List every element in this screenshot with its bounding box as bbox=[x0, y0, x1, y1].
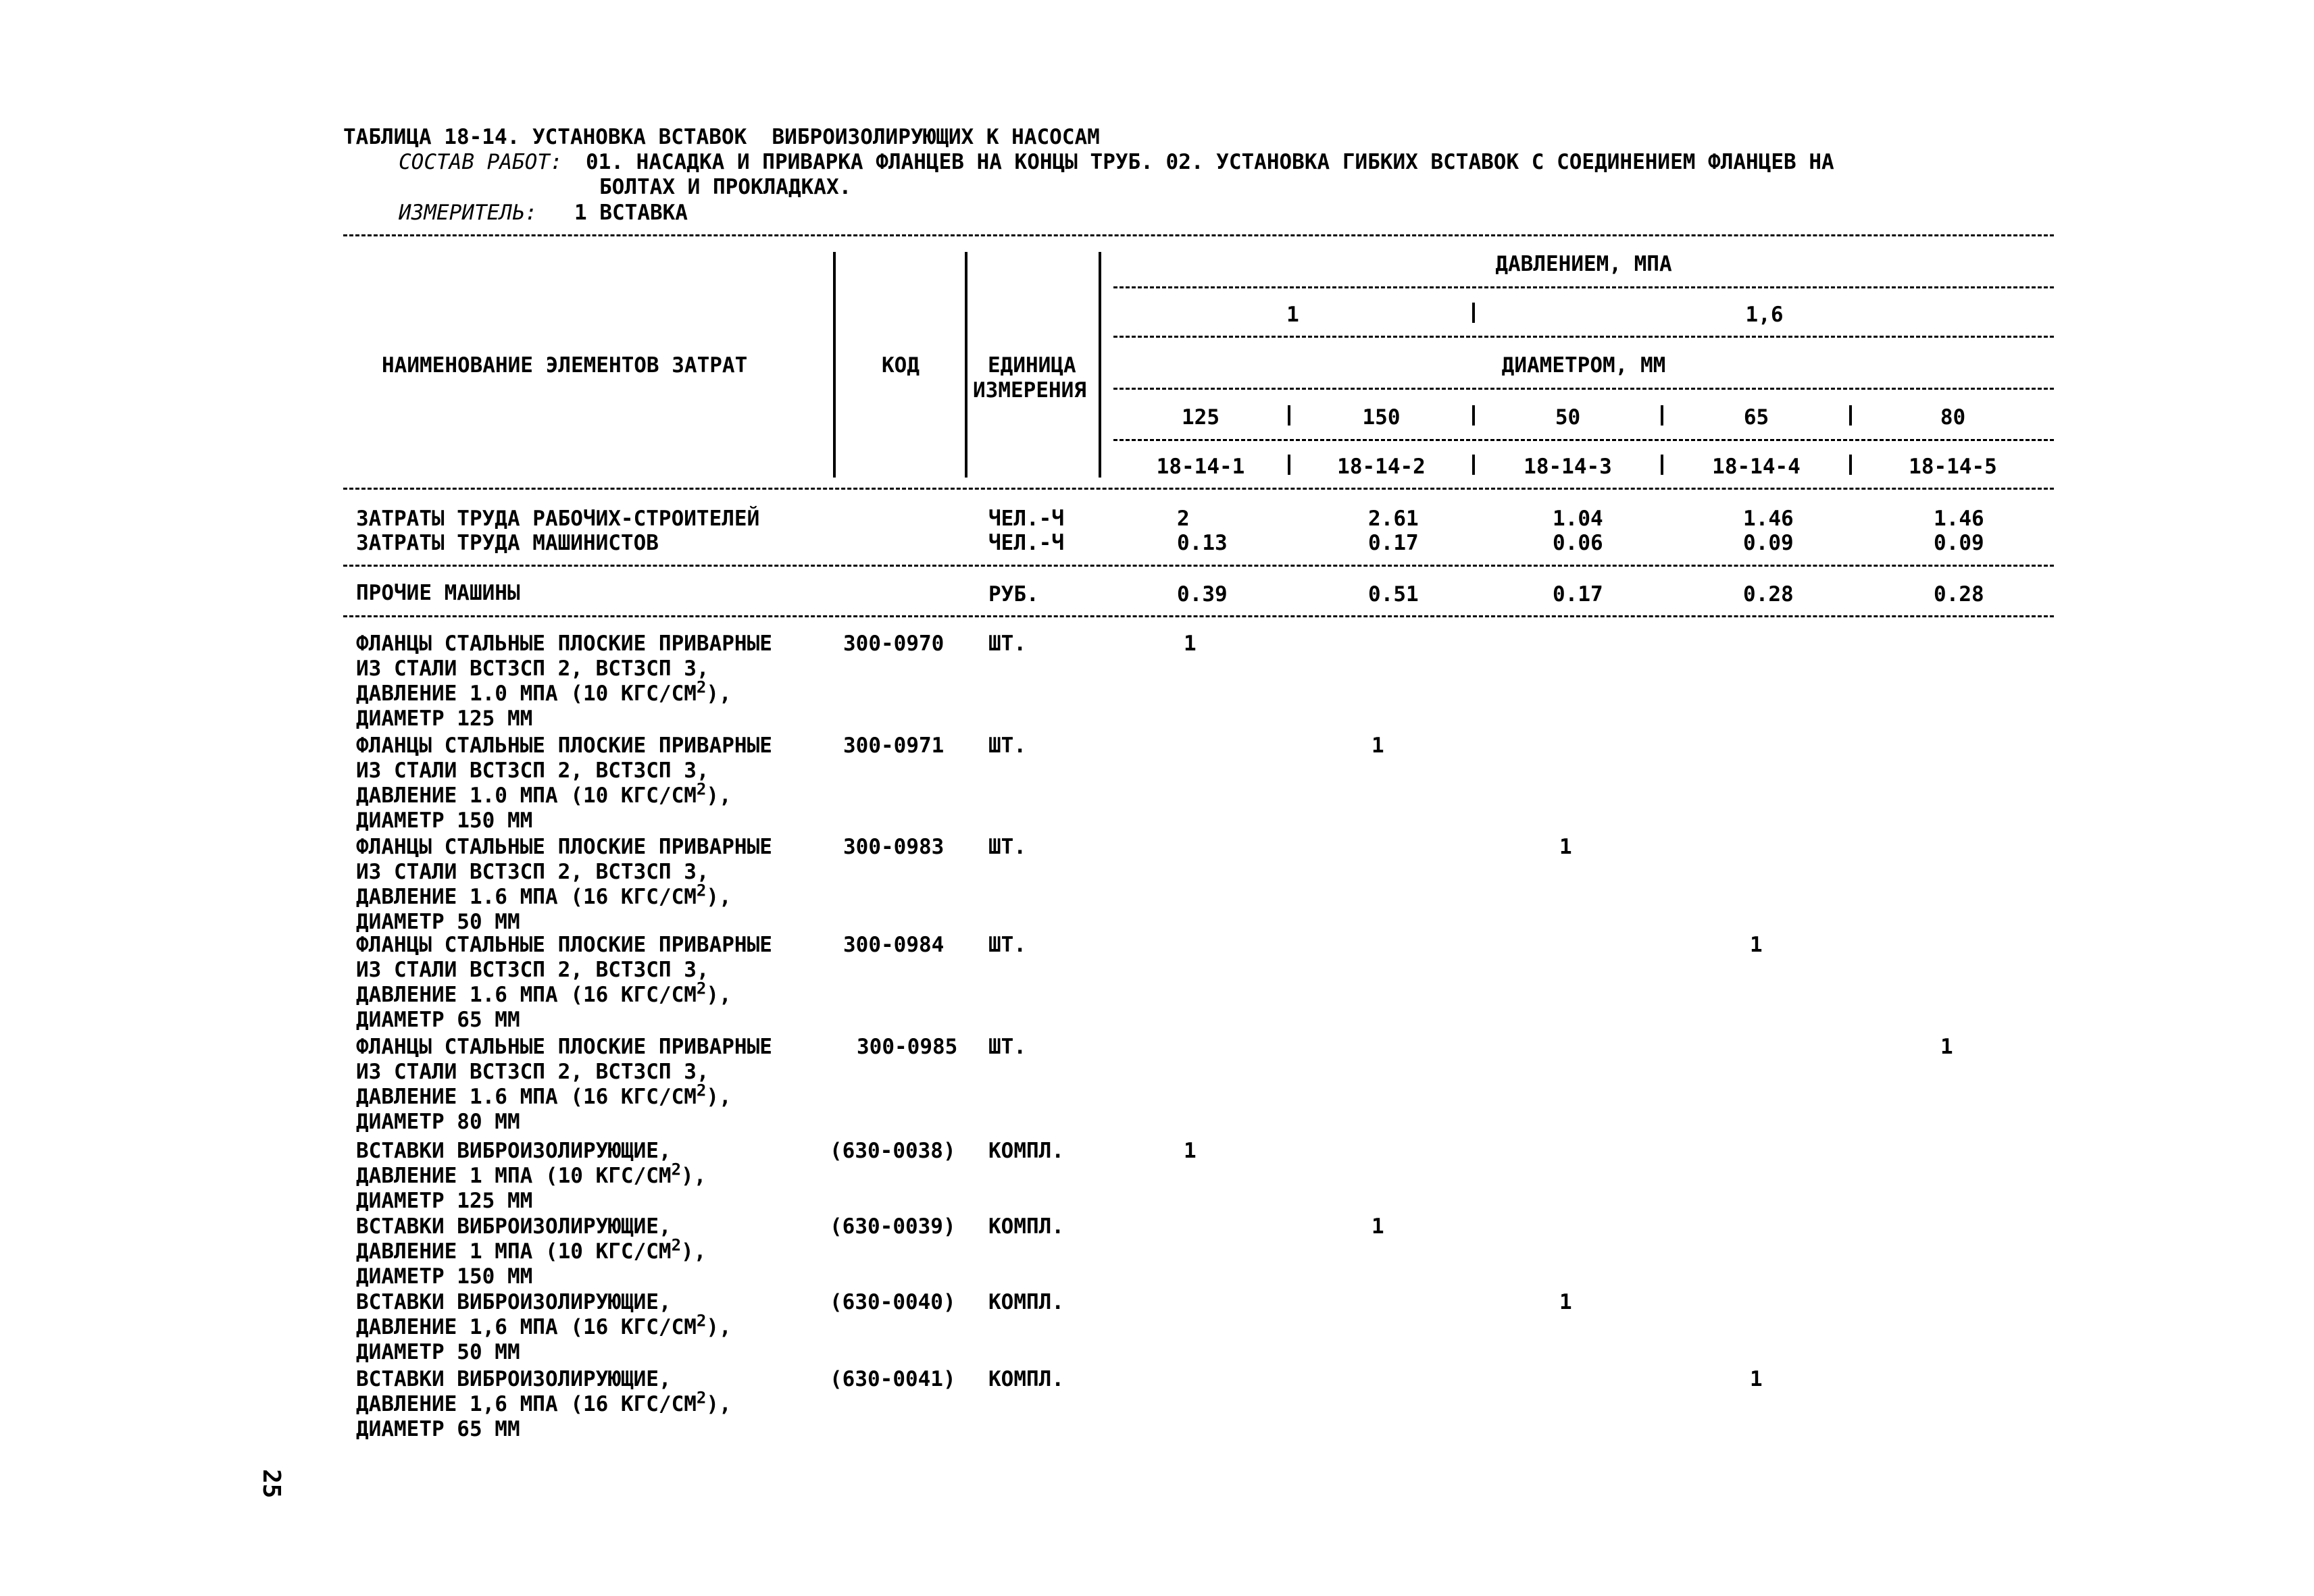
material-value: 1 bbox=[1940, 1035, 1953, 1059]
labor-row-value: 2.61 bbox=[1368, 507, 1419, 531]
material-name-line bbox=[356, 1311, 732, 1340]
header-rule-diameter bbox=[1113, 388, 2054, 390]
machinists-row-value: 0.13 bbox=[1177, 531, 1228, 555]
work-label: СОСТАВ РАБОТ: bbox=[399, 150, 563, 174]
material-code: 300-0983 bbox=[843, 835, 945, 859]
material-name-line: ДИАМЕТР 150 ММ bbox=[356, 808, 533, 833]
unit-tail: ), bbox=[706, 1392, 732, 1416]
material-unit: КОМПЛ. bbox=[988, 1367, 1064, 1391]
header-diameter-80: 80 bbox=[1940, 405, 1966, 430]
unit-tail: ), bbox=[706, 983, 732, 1007]
unit-superscript: 2 bbox=[696, 1311, 707, 1331]
machines-row-value: 0.51 bbox=[1368, 582, 1419, 607]
material-code: 300-0970 bbox=[843, 632, 945, 656]
header-top-rule bbox=[343, 234, 2054, 236]
material-name-line: ДИАМЕТР 65 ММ bbox=[356, 1008, 520, 1032]
material-value: 1 bbox=[1184, 1139, 1197, 1163]
machines-row-unit: РУБ. bbox=[988, 582, 1039, 607]
material-name-line: ФЛАНЦЫ СТАЛЬНЫЕ ПЛОСКИЕ ПРИВАРНЫЕ bbox=[356, 632, 772, 656]
unit-tail: ), bbox=[681, 1239, 707, 1264]
unit-superscript: 2 bbox=[696, 677, 707, 697]
unit-tail: ), bbox=[706, 885, 732, 909]
material-name-line bbox=[356, 1388, 732, 1417]
material-name-line: ДИАМЕТР 150 ММ bbox=[356, 1264, 533, 1289]
material-name-line: ВСТАВКИ ВИБРОИЗОЛИРУЮЩИЕ, bbox=[356, 1139, 672, 1163]
material-code: (630-0038) bbox=[830, 1139, 956, 1163]
material-value: 1 bbox=[1559, 1290, 1572, 1314]
material-name-text: ДАВЛЕНИЕ 1.0 МПА (10 КГС/СМ bbox=[356, 783, 697, 808]
col-divider-name bbox=[833, 252, 836, 478]
material-unit: ШТ. bbox=[988, 632, 1026, 656]
material-code: (630-0041) bbox=[830, 1367, 956, 1391]
material-name-line: ИЗ СТАЛИ ВСТ3СП 2, ВСТ3СП 3, bbox=[356, 860, 709, 884]
material-name-text: ДАВЛЕНИЕ 1.6 МПА (16 КГС/СМ bbox=[356, 983, 697, 1007]
material-name-line: ДИАМЕТР 125 ММ bbox=[356, 706, 533, 731]
header-code-18-14-4: 18-14-4 bbox=[1712, 455, 1801, 479]
material-name-line: ИЗ СТАЛИ ВСТ3СП 2, ВСТ3СП 3, bbox=[356, 657, 709, 681]
material-code: 300-0985 bbox=[857, 1035, 958, 1059]
unit-tail: ), bbox=[706, 681, 732, 706]
unit-superscript: 2 bbox=[696, 979, 707, 998]
material-name-line: ДИАМЕТР 80 ММ bbox=[356, 1110, 520, 1134]
material-name-line bbox=[356, 979, 732, 1008]
header-code-18-14-1: 18-14-1 bbox=[1156, 455, 1245, 479]
material-name-line bbox=[356, 1081, 732, 1110]
unit-tail: ), bbox=[706, 783, 732, 808]
machinists-row-unit: ЧЕЛ.-Ч bbox=[988, 531, 1064, 555]
header-pressure: ДАВЛЕНИЕМ, МПА bbox=[1495, 252, 1672, 276]
header-rule-pressure bbox=[1113, 286, 2054, 288]
material-name-line bbox=[356, 677, 732, 706]
header-bottom-rule bbox=[343, 488, 2054, 490]
header-rule-pressure-values bbox=[1113, 336, 2054, 338]
material-unit: ШТ. bbox=[988, 733, 1026, 758]
material-name-line bbox=[356, 1235, 707, 1264]
material-name-line: ВСТАВКИ ВИБРОИЗОЛИРУЮЩИЕ, bbox=[356, 1367, 672, 1391]
machinists-row-value: 0.17 bbox=[1368, 531, 1419, 555]
material-code: (630-0040) bbox=[830, 1290, 956, 1314]
unit-superscript: 2 bbox=[696, 779, 707, 799]
material-name-line: ДИАМЕТР 50 ММ bbox=[356, 1340, 520, 1364]
unit-superscript: 2 bbox=[671, 1235, 682, 1255]
labor-row-value: 2 bbox=[1177, 507, 1190, 531]
unit-superscript: 2 bbox=[696, 1388, 707, 1408]
material-name-line: ФЛАНЦЫ СТАЛЬНЫЕ ПЛОСКИЕ ПРИВАРНЫЕ bbox=[356, 933, 772, 957]
material-unit: КОМПЛ. bbox=[988, 1139, 1064, 1163]
measure-value: 1 ВСТАВКА bbox=[574, 201, 688, 225]
col-divider-unit bbox=[1099, 252, 1101, 478]
header-code-col: КОД bbox=[882, 353, 920, 378]
material-value: 1 bbox=[1184, 632, 1197, 656]
unit-tail: ), bbox=[706, 1085, 732, 1109]
labor-row-value: 1.46 bbox=[1934, 507, 1984, 531]
machinists-row-value: 0.09 bbox=[1743, 531, 1794, 555]
labor-row-name: ЗАТРАТЫ ТРУДА РАБОЧИХ-СТРОИТЕЛЕЙ bbox=[356, 507, 760, 531]
table-title: ТАБЛИЦА 18-14. УСТАНОВКА ВСТАВОК ВИБРОИЗОЛИРУЮЩИХ К НАСОСАМ bbox=[343, 125, 1100, 149]
header-code-18-14-3: 18-14-3 bbox=[1524, 455, 1612, 479]
machinists-row-value: 0.06 bbox=[1553, 531, 1603, 555]
machines-row-value: 0.17 bbox=[1553, 582, 1603, 607]
material-name-line bbox=[356, 881, 732, 910]
col-divider-code bbox=[965, 252, 967, 478]
machinists-row-name: ЗАТРАТЫ ТРУДА МАШИНИСТОВ bbox=[356, 531, 659, 555]
material-value: 1 bbox=[1372, 1214, 1384, 1239]
material-name-line: ФЛАНЦЫ СТАЛЬНЫЕ ПЛОСКИЕ ПРИВАРНЫЕ bbox=[356, 835, 772, 859]
material-code: (630-0039) bbox=[830, 1214, 956, 1239]
material-name-line: ФЛАНЦЫ СТАЛЬНЫЕ ПЛОСКИЕ ПРИВАРНЫЕ bbox=[356, 1035, 772, 1059]
material-name-line: ИЗ СТАЛИ ВСТ3СП 2, ВСТ3СП 3, bbox=[356, 1060, 709, 1084]
labor-row-value: 1.46 bbox=[1743, 507, 1794, 531]
header-pressure-1: 1 bbox=[1286, 303, 1299, 327]
work-text-line2: БОЛТАХ И ПРОКЛАДКАХ. bbox=[599, 175, 852, 199]
header-diameter: ДИАМЕТРОМ, ММ bbox=[1501, 353, 1666, 378]
header-rule-diameter-values bbox=[1113, 439, 2054, 441]
unit-superscript: 2 bbox=[696, 881, 707, 900]
unit-tail: ), bbox=[681, 1164, 707, 1188]
labor-row-value: 1.04 bbox=[1553, 507, 1603, 531]
unit-superscript: 2 bbox=[671, 1160, 682, 1179]
material-name-text: ДАВЛЕНИЕ 1.6 МПА (16 КГС/СМ bbox=[356, 1085, 697, 1109]
material-unit: ШТ. bbox=[988, 933, 1026, 957]
material-name-line bbox=[356, 1160, 707, 1189]
material-name-line: ДИАМЕТР 125 ММ bbox=[356, 1189, 533, 1213]
machines-row-value: 0.28 bbox=[1934, 582, 1984, 607]
machines-row-value: 0.28 bbox=[1743, 582, 1794, 607]
material-name-text: ДАВЛЕНИЕ 1 МПА (10 КГС/СМ bbox=[356, 1164, 672, 1188]
machines-row-name: ПРОЧИЕ МАШИНЫ bbox=[356, 581, 520, 605]
material-code: 300-0984 bbox=[843, 933, 945, 957]
material-value: 1 bbox=[1372, 733, 1384, 758]
material-value: 1 bbox=[1750, 933, 1763, 957]
material-name-text: ДАВЛЕНИЕ 1.0 МПА (10 КГС/СМ bbox=[356, 681, 697, 706]
material-unit: КОМПЛ. bbox=[988, 1214, 1064, 1239]
material-name-text: ДАВЛЕНИЕ 1 МПА (10 КГС/СМ bbox=[356, 1239, 672, 1264]
labor-row-unit: ЧЕЛ.-Ч bbox=[988, 507, 1064, 531]
material-name-text: ДАВЛЕНИЕ 1.6 МПА (16 КГС/СМ bbox=[356, 885, 697, 909]
header-unit-col-1: ЕДИНИЦА bbox=[988, 353, 1076, 378]
header-name-col: НАИМЕНОВАНИЕ ЭЛЕМЕНТОВ ЗАТРАТ bbox=[382, 353, 748, 378]
material-name-line: ДИАМЕТР 65 ММ bbox=[356, 1417, 520, 1441]
material-name-line: ФЛАНЦЫ СТАЛЬНЫЕ ПЛОСКИЕ ПРИВАРНЫЕ bbox=[356, 733, 772, 758]
unit-tail: ), bbox=[706, 1315, 732, 1339]
header-diameter-65: 65 bbox=[1743, 405, 1769, 430]
header-pressure-1-6: 1,6 bbox=[1745, 303, 1784, 327]
header-diameter-150: 150 bbox=[1362, 405, 1401, 430]
material-name-line: ИЗ СТАЛИ ВСТ3СП 2, ВСТ3СП 3, bbox=[356, 958, 709, 982]
work-text-line1: 01. НАСАДКА И ПРИВАРКА ФЛАНЦЕВ НА КОНЦЫ ТРУБ. 02. УСТАНОВКА ГИБКИХ ВСТАВОК С СОЕДИНЕНИЕМ ФЛАНЦЕВ НА bbox=[586, 150, 1834, 174]
material-value: 1 bbox=[1559, 835, 1572, 859]
material-name-line: ДИАМЕТР 50 ММ bbox=[356, 910, 520, 934]
material-value: 1 bbox=[1750, 1367, 1763, 1391]
header-code-18-14-5: 18-14-5 bbox=[1909, 455, 1997, 479]
machinists-row-value: 0.09 bbox=[1934, 531, 1984, 555]
material-name-line: ИЗ СТАЛИ ВСТ3СП 2, ВСТ3СП 3, bbox=[356, 758, 709, 783]
measure-label: ИЗМЕРИТЕЛЬ: bbox=[399, 201, 538, 225]
material-name-line: ВСТАВКИ ВИБРОИЗОЛИРУЮЩИЕ, bbox=[356, 1290, 672, 1314]
material-name-text: ДАВЛЕНИЕ 1,6 МПА (16 КГС/СМ bbox=[356, 1315, 697, 1339]
material-unit: КОМПЛ. bbox=[988, 1290, 1064, 1314]
unit-superscript: 2 bbox=[696, 1081, 707, 1100]
header-unit-col-2: ИЗМЕРЕНИЯ bbox=[973, 378, 1086, 403]
material-code: 300-0971 bbox=[843, 733, 945, 758]
material-name-line: ВСТАВКИ ВИБРОИЗОЛИРУЮЩИЕ, bbox=[356, 1214, 672, 1239]
material-name-line bbox=[356, 779, 732, 808]
material-unit: ШТ. bbox=[988, 1035, 1026, 1059]
page-number: 25 bbox=[257, 1469, 285, 1499]
header-diameter-125: 125 bbox=[1182, 405, 1219, 430]
labor-bottom-rule bbox=[343, 565, 2054, 567]
machines-row-value: 0.39 bbox=[1177, 582, 1228, 607]
material-name-text: ДАВЛЕНИЕ 1,6 МПА (16 КГС/СМ bbox=[356, 1392, 697, 1416]
header-code-18-14-2: 18-14-2 bbox=[1337, 455, 1426, 479]
machines-bottom-rule bbox=[343, 615, 2054, 617]
header-diameter-50: 50 bbox=[1555, 405, 1581, 430]
material-unit: ШТ. bbox=[988, 835, 1026, 859]
